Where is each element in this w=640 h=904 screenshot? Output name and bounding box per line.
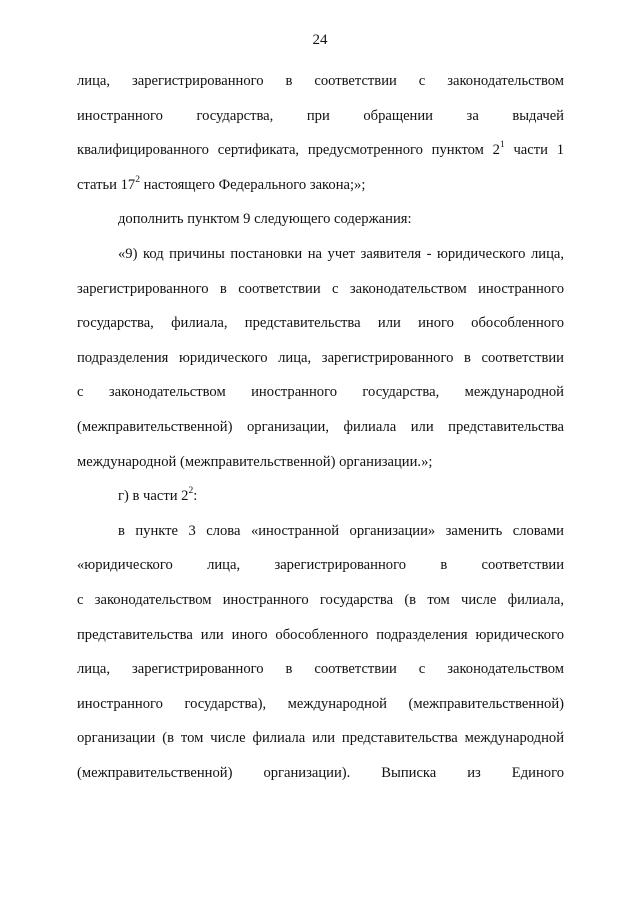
text-span: статьи 17 [77, 176, 136, 193]
paragraph-first-line [77, 479, 564, 514]
paragraph-first-line: «9) код причины постановки на учет заявителя - юридического лица, [118, 245, 564, 262]
text-line: представительства или иного обособленного подразделения юридического [77, 626, 564, 643]
page-number: 24 [312, 32, 328, 48]
text-line: международной (межправительственной) организации.»; [77, 453, 433, 470]
text-span: настоящего Федерального закона;»; [139, 176, 366, 193]
document-body [77, 64, 564, 790]
text-line: «юридического лица, зарегистрированного в соответствии [77, 557, 564, 574]
text-line [77, 168, 564, 203]
text-line: (межправительственной) организации, филиала или представительства [77, 418, 564, 435]
text-line: иностранного государства), международной (межправительственной) [77, 695, 564, 712]
text-span: г) в части 2 [118, 488, 189, 505]
paragraph-first-line: дополнить пунктом 9 следующего содержания: [118, 211, 412, 228]
superscript: 2 [135, 174, 140, 185]
text-line: с законодательством иностранного государства (в том числе филиала, [77, 591, 564, 608]
text-line [77, 133, 564, 168]
text-line: лица, зарегистрированного в соответствии с законодательством [77, 661, 564, 678]
text-line: подразделения юридического лица, зарегистрированного в соответствии [77, 349, 564, 366]
text-line: государства, филиала, представительства или иного обособленного [77, 315, 564, 332]
text-line: организации (в том числе филиала или представительства международной [77, 730, 564, 747]
text-span: части 1 [504, 142, 564, 159]
superscript: 2 [188, 486, 194, 497]
text-span: квалифицированного сертификата, предусмотренного пунктом 2 [77, 142, 500, 159]
text-span: : [193, 488, 198, 505]
paragraph-first-line: в пункте 3 слова «иностранной организации» заменить словами [118, 522, 564, 539]
text-line: (межправительственной) организации). Выписка из Единого [77, 764, 564, 781]
text-line: иностранного государства, при обращении за выдачей [77, 107, 564, 124]
text-line: лица, зарегистрированного в соответствии с законодательством [77, 73, 564, 89]
superscript: 1 [499, 140, 505, 151]
text-line: зарегистрированного в соответствии с законодательством иностранного [77, 280, 564, 297]
text-line: с законодательством иностранного государства, международной [77, 384, 564, 401]
